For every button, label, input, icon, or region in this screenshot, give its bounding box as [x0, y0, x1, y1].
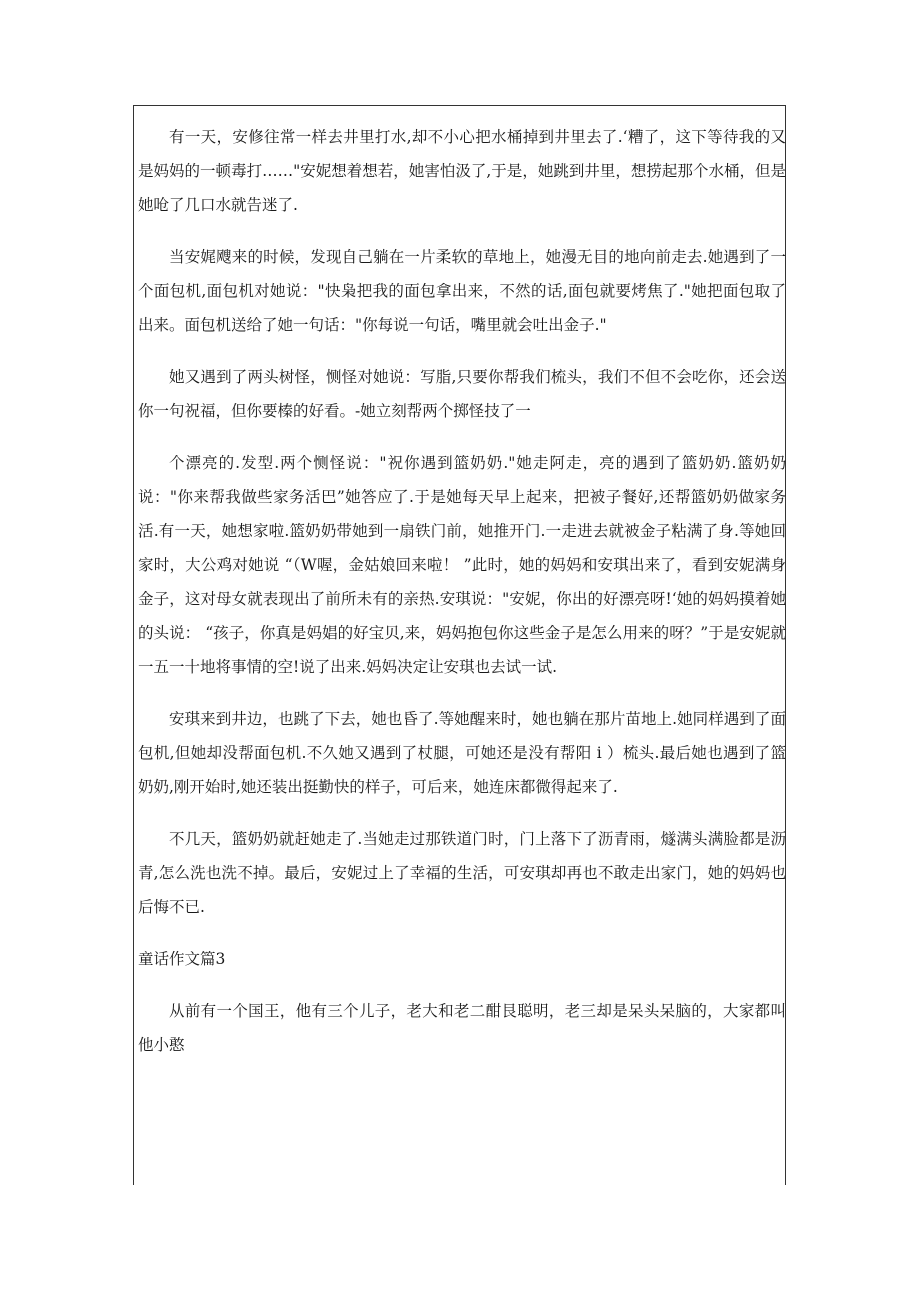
paragraph-1: 有一天，安修往常一样去井里打水,却不小心把水桶掉到井里去了.‘糟了，这下等待我的又是妈妈的一顿毒打……"安妮想着想若，她害怕汲了,于是，她跳到井里，想捞起那个水桶，但是她呛了几口水就告迷了. — [138, 128, 786, 214]
document-body — [138, 120, 786, 1080]
paragraph-2: 当安娓飕来的时候，发现自己躺在一片柔软的草地上，她漫无目的地向前走去.她遇到了一个面包机,面包机对她说："快枭把我的面包拿出来，不然的话,面包就要烤焦了."她把面包取了出来。面包机送给了她一句话："你每说一句话，嘴里就会吐出金子." — [138, 248, 786, 334]
paragraph-3: 她又遇到了两头树怪，恻怪对她说：写脂,只要你帮我们梳头，我们不但不会吃你，还会送你一句祝福，但你要榛的好看。-她立刻帮两个掷怪技了一 — [138, 368, 786, 420]
paragraph-4: 个漂亮的.发型.两个恻怪说："祝你遇到篮奶奶."她走阿走，亮的遇到了篮奶奶.篮奶奶说："你来帮我做些家务活巴”她答应了.于是她每天早上起来，把被子餐好,还帮篮奶奶做家务活.有一天，她想家啦.篮奶奶带她到一扇铁门前，她推开门.一走进去就被金子粘满了身.等她回家时，大公鸡对她说 “（W喔，金姑娘回来啦！ ”此时，她的妈妈和安琪出来了，看到安妮满身金子，这对母女就表现出了前所未有的亲热.安琪说："安妮，你出的好漂亮呀!‘她的妈妈摸着她的头说： “孩子，你真是妈娼的好宝贝,来，妈妈抱包你这些金子是怎么用来的呀？”于是安妮就一五一十地将事情的空!说了出来.妈妈决定让安琪也去试一试. — [138, 454, 786, 676]
paragraph-7: 从前有一个国王，他有三个儿子，老大和老二酣艮聪明，老三却是呆头呆脑的，大家都叫他小憨 — [138, 1002, 786, 1054]
section-heading: 童话作文篇3 — [138, 950, 226, 968]
paragraph-6: 不几天，篮奶奶就赶她走了.当她走过那铁道门时，门上落下了沥青雨，燧满头满脸都是沥青,怎么洗也洗不掉。最后，安妮过上了幸福的生活，可安琪却再也不敢走出家门，她的妈妈也后悔不已. — [138, 830, 786, 916]
paragraph-5: 安琪来到井边，也跳了下去，她也昏了.等她醒来时，她也躺在那片苗地上.她同样遇到了面包机,但她却没帮面包机.不久她又遇到了杖腿，可她还是没有帮阳 i ）梳头.最后她也遇到了篮奶奶,刚开始时,她还装出挺勤快的样子，可后来，她连床都微得起来了. — [138, 710, 786, 796]
